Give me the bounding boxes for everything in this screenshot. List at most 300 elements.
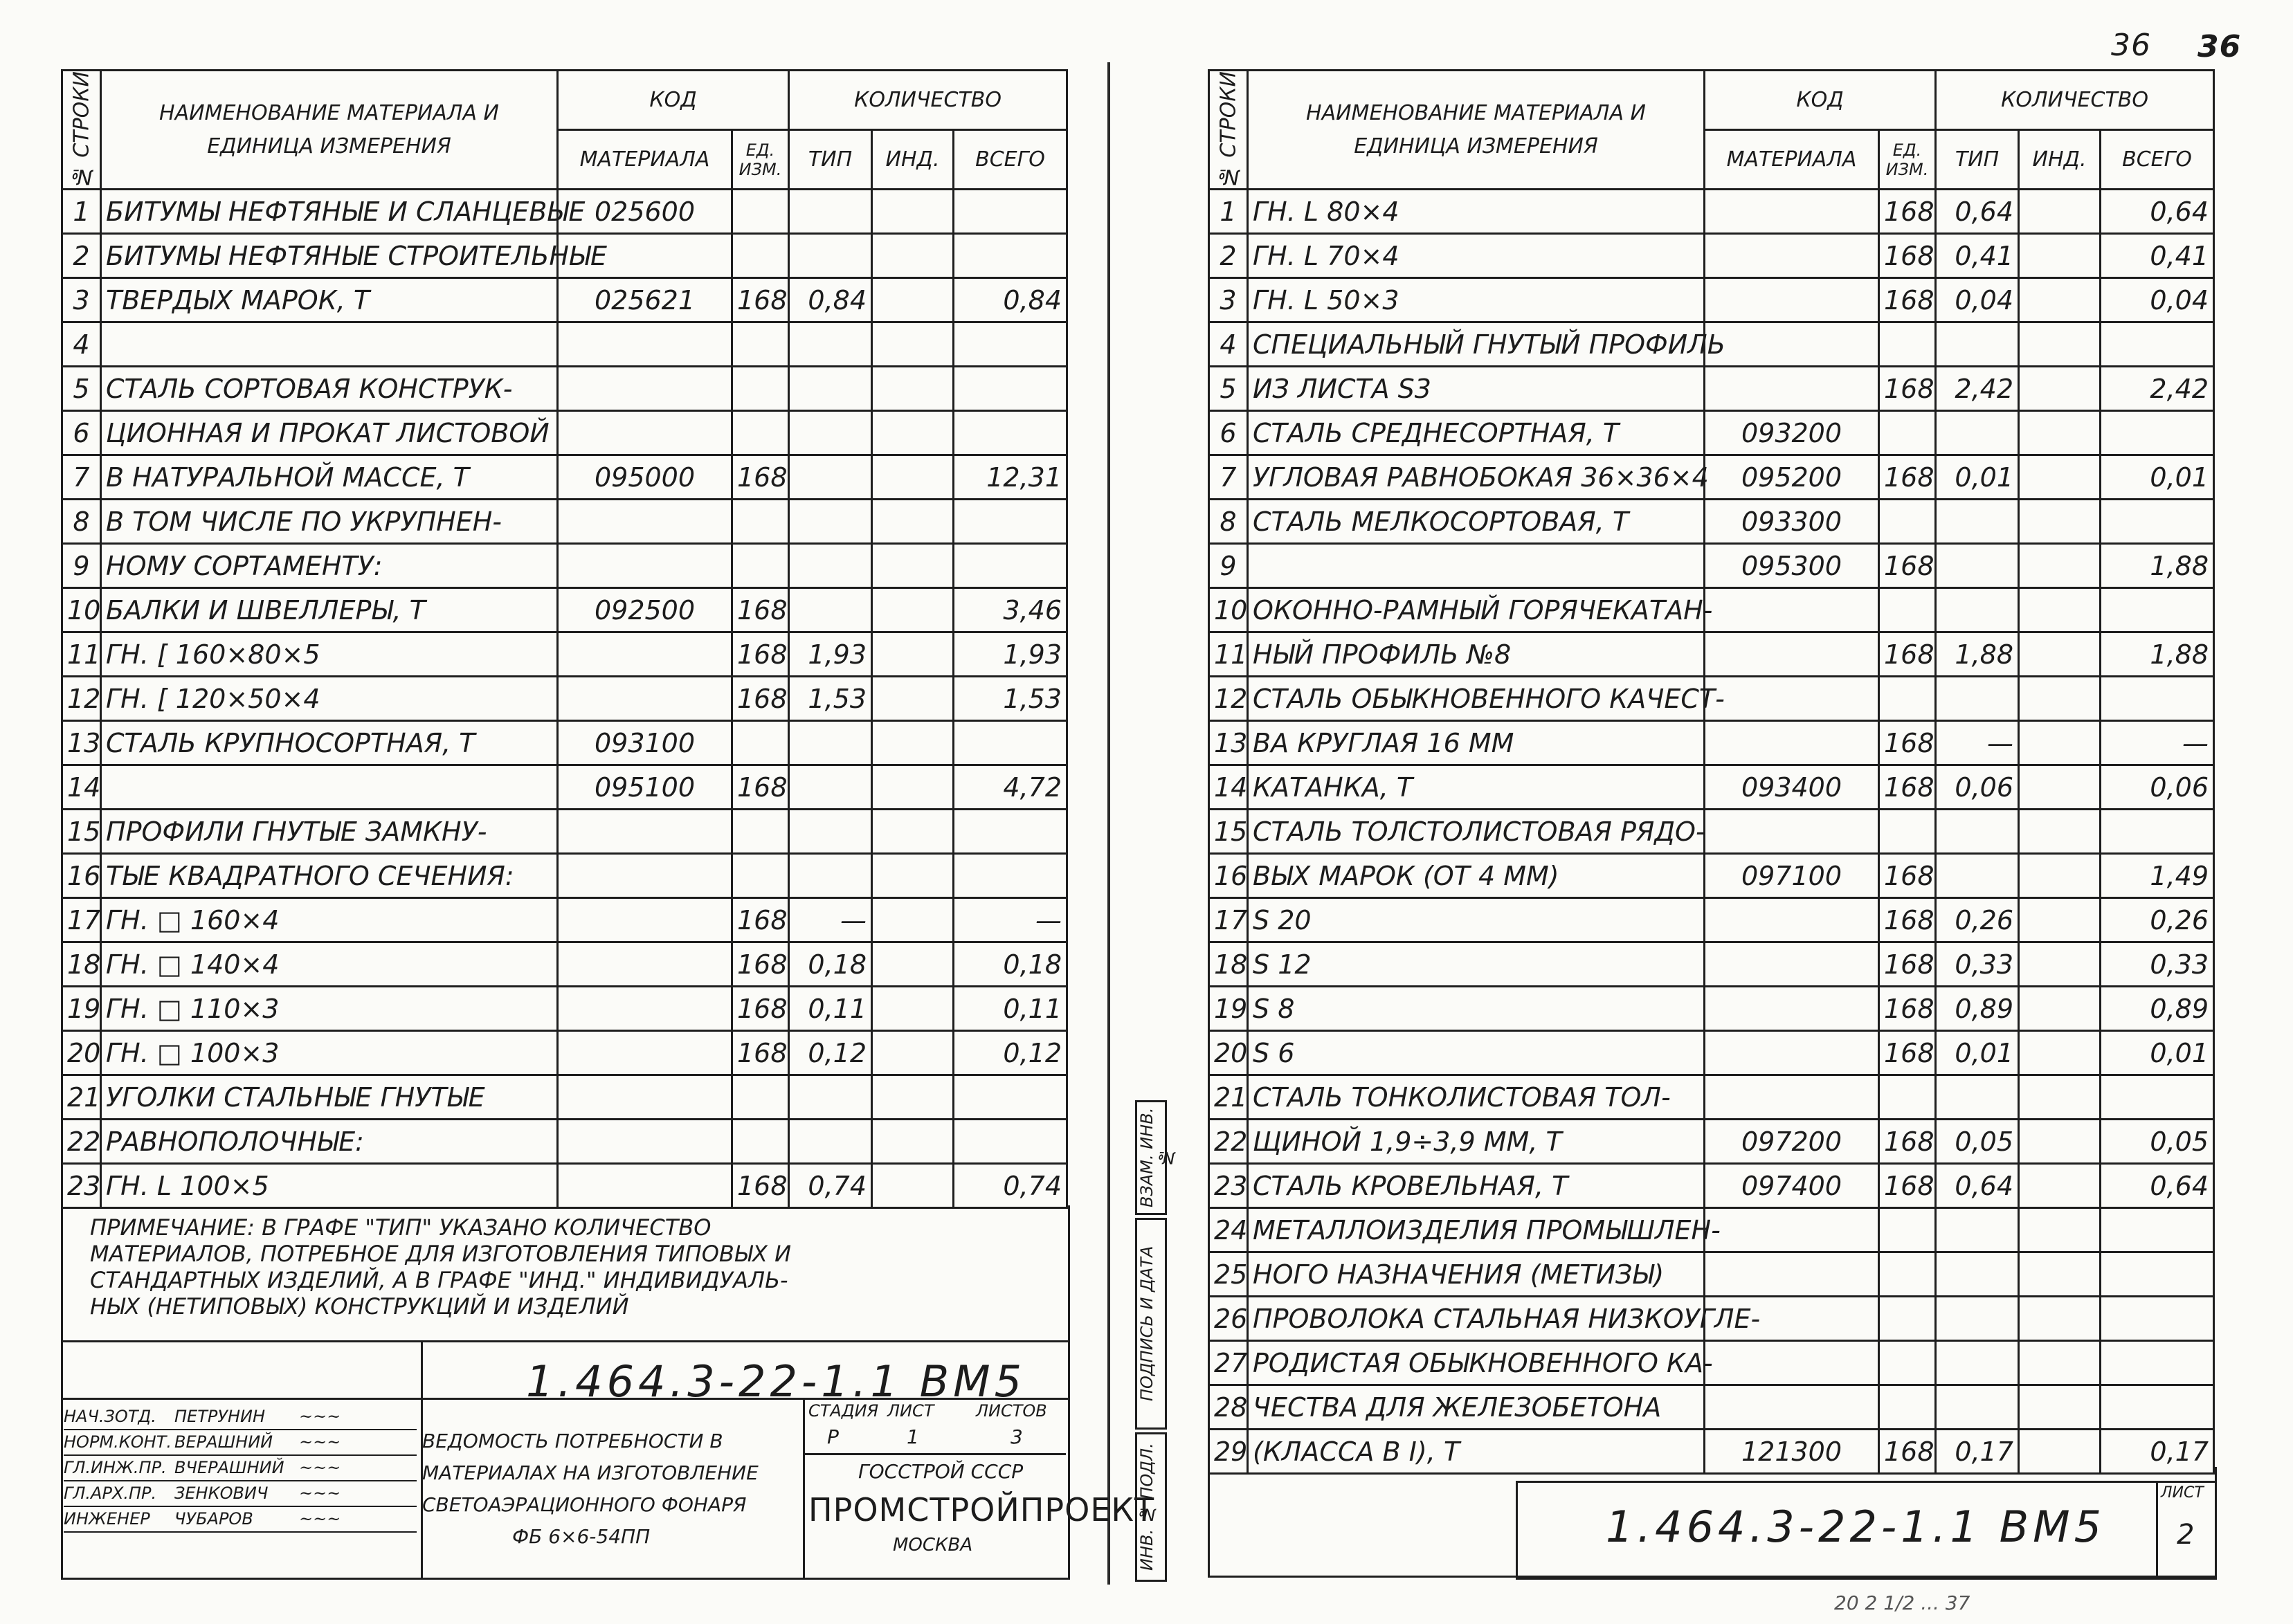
table-row	[1209, 898, 2214, 942]
table-row	[1209, 322, 2214, 367]
qty-typ	[1936, 677, 2019, 721]
table-row	[1209, 1120, 2214, 1164]
table-row	[1209, 1252, 2214, 1297]
qty-ind	[2019, 765, 2101, 810]
header-typ: ТИП	[1936, 130, 2019, 190]
qty-total: 0,18	[954, 942, 1067, 987]
row-number: 22	[62, 1120, 101, 1164]
table-row	[1209, 411, 2214, 455]
qty-total	[2101, 1075, 2214, 1120]
page-number-handwritten: 36	[2111, 28, 2151, 63]
material-code	[1705, 1252, 1879, 1297]
qty-total	[954, 854, 1067, 898]
stamp-doc-code: 1.464.3-22-1.1 ВМ5	[526, 1356, 1026, 1407]
qty-ind	[2019, 411, 2101, 455]
qty-total	[954, 500, 1067, 544]
table-row	[62, 854, 1067, 898]
qty-ind	[872, 500, 954, 544]
row-number: 12	[62, 677, 101, 721]
header-typ: ТИП	[789, 130, 872, 190]
material-name: РАВНОПОЛОЧНЫЕ:	[101, 1120, 558, 1164]
row-number: 6	[1209, 411, 1248, 455]
unit-code: 168	[1879, 367, 1936, 411]
qty-total	[954, 721, 1067, 765]
row-number: 16	[1209, 854, 1248, 898]
unit-code	[732, 411, 789, 455]
qty-ind	[2019, 322, 2101, 367]
material-name	[1248, 544, 1705, 588]
qty-typ	[789, 322, 872, 367]
stamp-person-row	[64, 1456, 417, 1481]
qty-ind	[872, 278, 954, 322]
unit-code	[1879, 677, 1936, 721]
material-name: В НАТУРАЛЬНОЙ МАССЕ, Т	[101, 455, 558, 500]
signature: ~~~	[299, 1484, 341, 1503]
qty-typ: 0,74	[789, 1164, 872, 1208]
material-code: 025600	[558, 190, 732, 234]
stage-label: СТАДИЯ	[808, 1401, 879, 1421]
material-name: СТАЛЬ СРЕДНЕСОРТНАЯ, Т	[1248, 411, 1705, 455]
unit-code	[1879, 1208, 1936, 1252]
material-name: ЩИНОЙ 1,9÷3,9 ММ, Т	[1248, 1120, 1705, 1164]
right-sheet-label: ЛИСТ	[2161, 1484, 2204, 1502]
header-ind: ИНД.	[872, 130, 954, 190]
note-line: ПРИМЕЧАНИЕ: В ГРАФЕ "ТИП" УКАЗАНО КОЛИЧЕСТВО	[90, 1214, 712, 1241]
row-number: 20	[62, 1031, 101, 1075]
qty-ind	[2019, 898, 2101, 942]
material-name: S 8	[1248, 987, 1705, 1031]
header-material: МАТЕРИАЛА	[558, 130, 732, 190]
qty-ind	[872, 234, 954, 278]
qty-ind	[872, 898, 954, 942]
side-label: ПОДПИСЬ И ДАТА	[1135, 1218, 1167, 1430]
material-code	[558, 987, 732, 1031]
stamp-person-row	[64, 1430, 417, 1456]
table-row	[62, 942, 1067, 987]
note-line: НЫХ (НЕТИПОВЫХ) КОНСТРУКЦИЙ И ИЗДЕЛИЙ	[90, 1293, 629, 1320]
unit-code	[732, 544, 789, 588]
row-number: 16	[62, 854, 101, 898]
material-code	[1705, 632, 1879, 677]
qty-total: 0,64	[2101, 1164, 2214, 1208]
material-name: ТЫЕ КВАДРАТНОГО СЕЧЕНИЯ:	[101, 854, 558, 898]
material-name: СТАЛЬ КРУПНОСОРТНАЯ, Т	[101, 721, 558, 765]
qty-ind	[872, 367, 954, 411]
qty-typ: 1,53	[789, 677, 872, 721]
table-row	[62, 1164, 1067, 1208]
qty-ind	[872, 765, 954, 810]
unit-code	[732, 367, 789, 411]
qty-typ: 0,64	[1936, 190, 2019, 234]
right-sheet-value: 2	[2177, 1519, 2195, 1551]
table-row	[1209, 455, 2214, 500]
header-code: КОД	[558, 71, 789, 130]
qty-ind	[872, 1164, 954, 1208]
stamp-people	[64, 1405, 417, 1533]
qty-ind	[872, 854, 954, 898]
qty-total	[954, 544, 1067, 588]
qty-total	[2101, 500, 2214, 544]
material-name: ГН. L 50×3	[1248, 278, 1705, 322]
table-row	[1209, 544, 2214, 588]
qty-typ: 0,01	[1936, 455, 2019, 500]
row-number: 26	[1209, 1297, 1248, 1341]
table-row	[62, 1031, 1067, 1075]
qty-typ	[1936, 1208, 2019, 1252]
header-name: НАИМЕНОВАНИЕ МАТЕРИАЛА И ЕДИНИЦА ИЗМЕРЕНИЯ	[1248, 71, 1705, 190]
table-row	[1209, 810, 2214, 854]
qty-ind	[2019, 234, 2101, 278]
qty-ind	[2019, 1031, 2101, 1075]
unit-code: 168	[732, 278, 789, 322]
qty-total: 3,46	[954, 588, 1067, 632]
unit-code: 168	[732, 632, 789, 677]
unit-code: 168	[1879, 234, 1936, 278]
unit-code: 168	[1879, 1031, 1936, 1075]
material-code	[1705, 677, 1879, 721]
qty-typ	[1936, 500, 2019, 544]
left-materials-table	[61, 69, 1068, 1209]
stamp-role: ИНЖЕНЕР	[64, 1509, 150, 1529]
row-number: 14	[1209, 765, 1248, 810]
qty-ind	[872, 588, 954, 632]
qty-total: 1,88	[2101, 544, 2214, 588]
stamp-role: НАЧ.ЗОТД.	[64, 1407, 156, 1426]
material-name: СТАЛЬ ТОЛСТОЛИСТОВАЯ РЯДО-	[1248, 810, 1705, 854]
material-code	[1705, 1341, 1879, 1385]
qty-typ	[789, 810, 872, 854]
row-number: 23	[62, 1164, 101, 1208]
row-number: 11	[1209, 632, 1248, 677]
table-row	[1209, 1208, 2214, 1252]
material-name: S 6	[1248, 1031, 1705, 1075]
stamp-person-name: ЧУБАРОВ	[174, 1509, 253, 1529]
stamp-person-row	[64, 1481, 417, 1507]
header-total: ВСЕГО	[2101, 130, 2214, 190]
material-code: 095300	[1705, 544, 1879, 588]
material-code: 097200	[1705, 1120, 1879, 1164]
qty-ind	[2019, 1075, 2101, 1120]
table-row	[62, 411, 1067, 455]
material-name: ГН. L 80×4	[1248, 190, 1705, 234]
material-code	[1705, 322, 1879, 367]
unit-code	[1879, 588, 1936, 632]
material-code	[1705, 898, 1879, 942]
row-number: 28	[1209, 1385, 1248, 1430]
table-row	[1209, 1297, 2214, 1341]
material-name: СПЕЦИАЛЬНЫЙ ГНУТЫЙ ПРОФИЛЬ	[1248, 322, 1705, 367]
qty-typ	[1936, 588, 2019, 632]
row-number: 29	[1209, 1430, 1248, 1474]
material-name: СТАЛЬ МЕЛКОСОРТОВАЯ, Т	[1248, 500, 1705, 544]
material-name: ПРОФИЛИ ГНУТЫЕ ЗАМКНУ-	[101, 810, 558, 854]
qty-ind	[872, 810, 954, 854]
qty-ind	[2019, 721, 2101, 765]
table-row	[62, 1075, 1067, 1120]
material-code	[558, 810, 732, 854]
unit-code: 168	[732, 677, 789, 721]
material-code	[1705, 721, 1879, 765]
qty-ind	[872, 1120, 954, 1164]
unit-code	[1879, 500, 1936, 544]
material-name: (КЛАССА В I), Т	[1248, 1430, 1705, 1474]
qty-typ: 0,64	[1936, 1164, 2019, 1208]
qty-total: —	[2101, 721, 2214, 765]
qty-ind	[872, 987, 954, 1031]
material-code: 093100	[558, 721, 732, 765]
material-code	[1705, 987, 1879, 1031]
header-total: ВСЕГО	[954, 130, 1067, 190]
qty-typ	[1936, 1075, 2019, 1120]
row-number: 27	[1209, 1341, 1248, 1385]
material-name: ЦИОННАЯ И ПРОКАТ ЛИСТОВОЙ	[101, 411, 558, 455]
material-name: ГН. [ 160×80×5	[101, 632, 558, 677]
unit-code	[732, 500, 789, 544]
qty-ind	[2019, 1385, 2101, 1430]
material-code	[1705, 1075, 1879, 1120]
table-row	[62, 367, 1067, 411]
material-code	[558, 544, 732, 588]
stamp-role: НОРМ.КОНТ.	[64, 1432, 172, 1452]
unit-code	[732, 854, 789, 898]
qty-total: 2,42	[2101, 367, 2214, 411]
side-label: ИНВ. № ПОДЛ.	[1135, 1432, 1167, 1582]
qty-total: 0,11	[954, 987, 1067, 1031]
row-number: 10	[1209, 588, 1248, 632]
qty-total	[2101, 322, 2214, 367]
table-row	[1209, 987, 2214, 1031]
table-row	[1209, 234, 2214, 278]
table-row	[1209, 854, 2214, 898]
qty-typ	[1936, 810, 2019, 854]
qty-total: 0,33	[2101, 942, 2214, 987]
stage-value: Р	[827, 1425, 839, 1448]
header-unit: ЕД. ИЗМ.	[732, 130, 789, 190]
qty-ind	[872, 1075, 954, 1120]
qty-typ: 0,89	[1936, 987, 2019, 1031]
material-name: СТАЛЬ ОБЫКНОВЕННОГО КАЧЕСТ-	[1248, 677, 1705, 721]
qty-typ	[789, 854, 872, 898]
material-code: 095200	[1705, 455, 1879, 500]
material-name: В ТОМ ЧИСЛЕ ПО УКРУПНЕН-	[101, 500, 558, 544]
table-row	[1209, 677, 2214, 721]
org-city: МОСКВА	[893, 1535, 973, 1555]
unit-code: 168	[732, 898, 789, 942]
stamp-person-name: ВЧЕРАШНИЙ	[174, 1458, 284, 1477]
qty-ind	[2019, 500, 2101, 544]
unit-code: 168	[732, 1164, 789, 1208]
material-name: НОМУ СОРТАМЕНТУ:	[101, 544, 558, 588]
row-number: 1	[1209, 190, 1248, 234]
qty-typ	[1936, 544, 2019, 588]
qty-ind	[2019, 278, 2101, 322]
qty-typ	[789, 1120, 872, 1164]
material-code	[1705, 1385, 1879, 1430]
qty-total	[2101, 1385, 2214, 1430]
note-line: МАТЕРИАЛОВ, ПОТРЕБНОЕ ДЛЯ ИЗГОТОВЛЕНИЯ ТИПОВЫХ И	[90, 1241, 792, 1267]
header-code: КОД	[1705, 71, 1936, 130]
qty-total: 12,31	[954, 455, 1067, 500]
qty-ind	[872, 190, 954, 234]
org-top: ГОССТРОЙ СССР	[858, 1460, 1024, 1483]
material-code	[558, 1120, 732, 1164]
qty-ind	[872, 411, 954, 455]
qty-total: 4,72	[954, 765, 1067, 810]
unit-code	[1879, 1297, 1936, 1341]
row-number: 6	[62, 411, 101, 455]
table-row	[1209, 721, 2214, 765]
material-name: УГОЛКИ СТАЛЬНЫЕ ГНУТЫЕ	[101, 1075, 558, 1120]
qty-typ: 1,93	[789, 632, 872, 677]
qty-total: 0,41	[2101, 234, 2214, 278]
qty-typ	[1936, 1297, 2019, 1341]
material-name	[101, 322, 558, 367]
qty-total	[2101, 1252, 2214, 1297]
qty-typ	[789, 500, 872, 544]
table-row	[1209, 500, 2214, 544]
material-code	[1705, 942, 1879, 987]
qty-typ: 0,12	[789, 1031, 872, 1075]
table-row	[62, 234, 1067, 278]
sheets-value: 3	[1010, 1425, 1023, 1448]
table-row	[62, 544, 1067, 588]
qty-ind	[2019, 1252, 2101, 1297]
table-row	[1209, 1385, 2214, 1430]
material-code: 097400	[1705, 1164, 1879, 1208]
row-number: 3	[62, 278, 101, 322]
qty-total	[2101, 1341, 2214, 1385]
material-code	[1705, 278, 1879, 322]
row-number: 4	[1209, 322, 1248, 367]
unit-code	[732, 322, 789, 367]
qty-typ	[1936, 1252, 2019, 1297]
qty-total	[954, 367, 1067, 411]
qty-typ: 0,17	[1936, 1430, 2019, 1474]
material-code: 095000	[558, 455, 732, 500]
row-number: 20	[1209, 1031, 1248, 1075]
material-code: 121300	[1705, 1430, 1879, 1474]
sheet-value: 1	[907, 1425, 919, 1448]
material-code	[558, 677, 732, 721]
table-row	[62, 190, 1067, 234]
unit-code: 168	[732, 1031, 789, 1075]
row-number: 15	[1209, 810, 1248, 854]
qty-typ: 0,04	[1936, 278, 2019, 322]
side-labels	[1135, 1100, 1176, 1578]
qty-typ: —	[1936, 721, 2019, 765]
qty-total: —	[954, 898, 1067, 942]
stamp-person-name: ПЕТРУНИН	[174, 1407, 266, 1426]
unit-code: 168	[1879, 190, 1936, 234]
material-code	[558, 898, 732, 942]
qty-ind	[2019, 632, 2101, 677]
table-row	[1209, 1164, 2214, 1208]
qty-ind	[2019, 455, 2101, 500]
material-code	[1705, 367, 1879, 411]
row-number: 21	[62, 1075, 101, 1120]
qty-total	[2101, 1208, 2214, 1252]
row-number: 19	[1209, 987, 1248, 1031]
qty-total	[2101, 1297, 2214, 1341]
unit-code: 168	[1879, 1120, 1936, 1164]
material-code	[558, 854, 732, 898]
qty-total	[954, 234, 1067, 278]
header-row-no: № СТРОКИ	[62, 71, 101, 190]
row-number: 15	[62, 810, 101, 854]
side-label: ВЗАМ. ИНВ. №	[1135, 1100, 1167, 1215]
bottom-partial-text: 20 2 1/2 ... 37	[1834, 1591, 1970, 1614]
page-gutter-line	[1107, 62, 1110, 1585]
qty-ind	[2019, 987, 2101, 1031]
qty-ind	[2019, 1297, 2101, 1341]
qty-total: 1,88	[2101, 632, 2214, 677]
table-row	[1209, 367, 2214, 411]
qty-ind	[2019, 588, 2101, 632]
row-number: 7	[1209, 455, 1248, 500]
qty-typ: 0,41	[1936, 234, 2019, 278]
signature: ~~~	[299, 1432, 341, 1452]
material-code	[558, 411, 732, 455]
row-number: 5	[1209, 367, 1248, 411]
qty-ind	[2019, 1164, 2101, 1208]
unit-code: 168	[1879, 455, 1936, 500]
sheets-label: ЛИСТОВ	[976, 1401, 1047, 1421]
unit-code	[1879, 810, 1936, 854]
signature: ~~~	[299, 1407, 341, 1426]
table-row	[1209, 588, 2214, 632]
stamp-role: ГЛ.ИНЖ.ПР.	[64, 1458, 167, 1477]
qty-typ	[789, 455, 872, 500]
header-material: МАТЕРИАЛА	[1705, 130, 1879, 190]
qty-total: 1,49	[2101, 854, 2214, 898]
table-row	[1209, 1341, 2214, 1385]
qty-total: 0,84	[954, 278, 1067, 322]
stamp-person-row	[64, 1507, 417, 1533]
unit-code	[732, 190, 789, 234]
qty-ind	[2019, 367, 2101, 411]
qty-total	[2101, 810, 2214, 854]
material-code	[1705, 190, 1879, 234]
note	[90, 1214, 791, 1320]
qty-total: 1,93	[954, 632, 1067, 677]
row-number: 2	[62, 234, 101, 278]
qty-ind	[872, 632, 954, 677]
unit-code	[732, 721, 789, 765]
qty-ind	[872, 677, 954, 721]
material-name: КАТАНКА, Т	[1248, 765, 1705, 810]
material-code: 093400	[1705, 765, 1879, 810]
qty-total	[954, 411, 1067, 455]
row-number: 21	[1209, 1075, 1248, 1120]
qty-total	[2101, 588, 2214, 632]
table-row	[62, 721, 1067, 765]
qty-typ	[789, 544, 872, 588]
row-number: 11	[62, 632, 101, 677]
qty-total	[954, 1120, 1067, 1164]
table-row	[1209, 1075, 2214, 1120]
header-name: НАИМЕНОВАНИЕ МАТЕРИАЛА И ЕДИНИЦА ИЗМЕРЕНИЯ	[101, 71, 558, 190]
header-row-no: № СТРОКИ	[1209, 71, 1248, 190]
material-name: ТВЕРДЫХ МАРОК, Т	[101, 278, 558, 322]
table-row	[1209, 190, 2214, 234]
material-name: РОДИСТАЯ ОБЫКНОВЕННОГО КА-	[1248, 1341, 1705, 1385]
row-number: 23	[1209, 1164, 1248, 1208]
material-code: 093300	[1705, 500, 1879, 544]
material-name: ПРОВОЛОКА СТАЛЬНАЯ НИЗКОУГЛЕ-	[1248, 1297, 1705, 1341]
qty-total	[954, 810, 1067, 854]
material-name: МЕТАЛЛОИЗДЕЛИЯ ПРОМЫШЛЕН-	[1248, 1208, 1705, 1252]
header-quantity: КОЛИЧЕСТВО	[789, 71, 1067, 130]
